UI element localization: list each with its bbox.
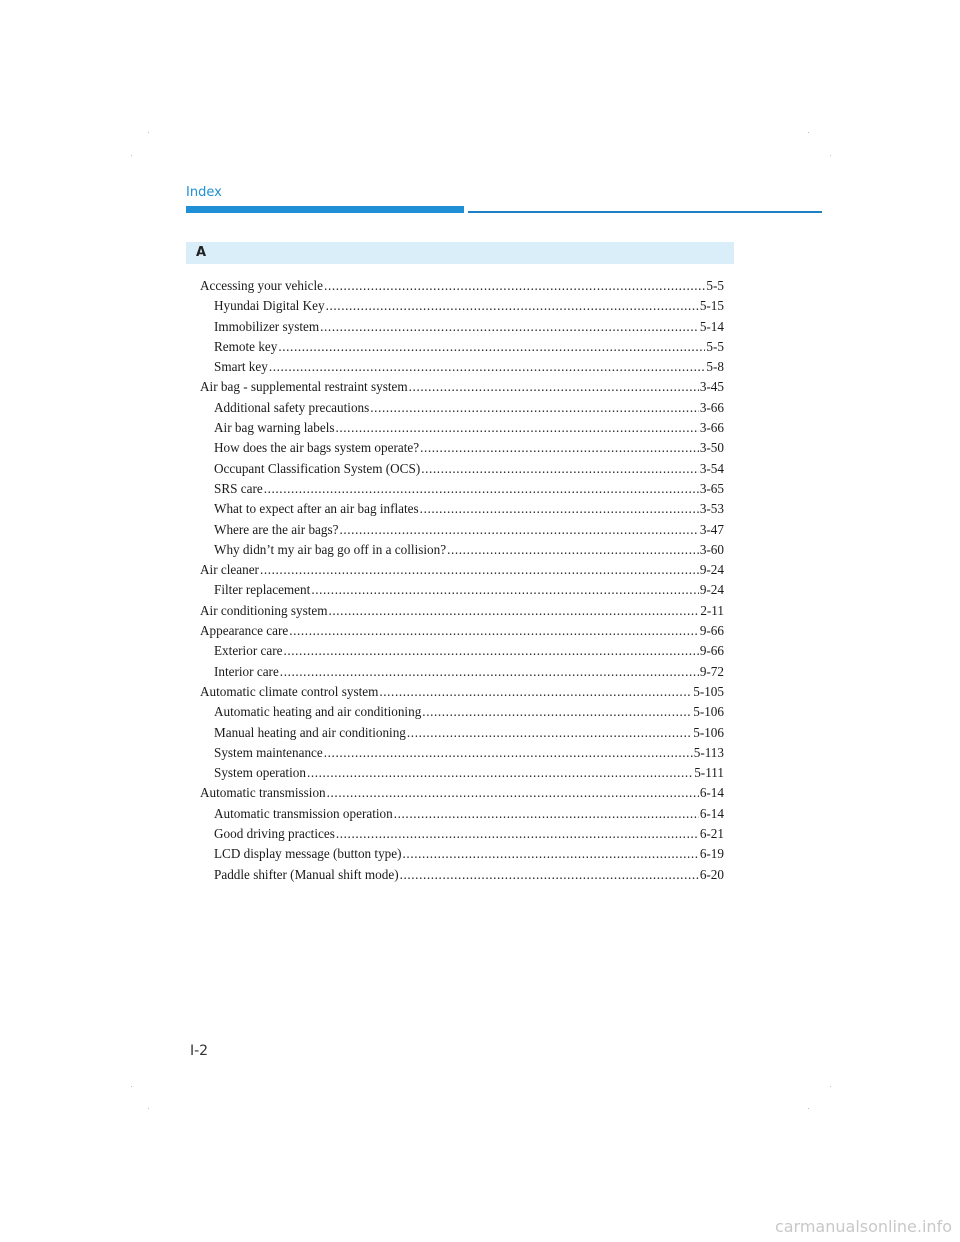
entry-label: Automatic transmission: [200, 785, 326, 801]
entry-page-ref: 3-54: [699, 460, 724, 476]
entry-label: Smart key: [214, 359, 268, 375]
index-entry: [200, 276, 724, 296]
dot-leader: [421, 459, 699, 479]
dot-leader: [324, 276, 705, 296]
entry-page-ref: 6-14: [699, 805, 724, 821]
dot-leader: [400, 865, 699, 885]
dot-leader: [269, 357, 706, 377]
entry-page-ref: 9-24: [699, 562, 724, 578]
index-subentry: [200, 702, 724, 722]
entry-label: System maintenance: [214, 744, 323, 760]
dot-leader: [264, 479, 699, 499]
index-subentry: [200, 418, 724, 438]
index-entry: [200, 601, 724, 621]
dot-leader: [379, 682, 692, 702]
dot-leader: [260, 560, 699, 580]
entry-label: Air conditioning system: [200, 602, 328, 618]
entry-label: SRS care: [214, 480, 263, 496]
entry-label: Occupant Classification System (OCS): [214, 460, 421, 476]
entry-label: LCD display message (button type): [214, 846, 402, 862]
watermark-text: carmanualsonline.info: [774, 1217, 952, 1236]
dot-leader: [289, 621, 699, 641]
index-subentry: [200, 438, 724, 458]
entry-page-ref: 3-53: [699, 501, 724, 517]
entry-label: Accessing your vehicle: [200, 278, 324, 293]
entry-label: Air bag warning labels: [214, 420, 335, 436]
entry-page-ref: 5-105: [693, 683, 724, 699]
entry-label: Air cleaner: [200, 562, 259, 578]
dot-leader: [420, 499, 699, 519]
index-subentry: [200, 804, 724, 824]
entry-page-ref: 6-19: [699, 846, 724, 862]
dot-leader: [407, 723, 692, 743]
crop-mark: [148, 132, 149, 133]
entry-page-ref: 5-8: [706, 359, 724, 375]
entry-page-ref: 5-106: [693, 724, 724, 740]
index-subentry: [200, 763, 724, 783]
entry-label: Paddle shifter (Manual shift mode): [214, 866, 399, 882]
entry-label: Automatic climate control system: [200, 683, 379, 699]
index-entry: [200, 783, 724, 803]
dot-leader: [336, 824, 699, 844]
entry-label: Additional safety precautions: [214, 399, 370, 415]
entry-label: Manual heating and air conditioning: [214, 724, 406, 740]
dot-leader: [339, 520, 698, 540]
index-subentry: [200, 844, 724, 864]
index-subentry: [200, 479, 724, 499]
header-accent-bar: [186, 206, 464, 213]
entry-label: Immobilizer system: [214, 318, 320, 334]
entry-page-ref: 2-11: [700, 602, 724, 618]
dot-leader: [335, 418, 698, 438]
entry-label: Hyundai Digital Key: [214, 298, 325, 314]
index-subentry: [200, 662, 724, 682]
index-entry: [200, 560, 724, 580]
index-subentry: [200, 540, 724, 560]
entry-label: Air bag - supplemental restraint system: [200, 379, 408, 395]
dot-leader: [278, 337, 705, 357]
dot-leader: [283, 641, 698, 661]
dot-leader: [320, 317, 699, 337]
entry-page-ref: 5-5: [706, 338, 724, 354]
dot-leader: [307, 763, 693, 783]
index-subentry: [200, 317, 724, 337]
section-letter: A: [196, 245, 207, 260]
dot-leader: [328, 601, 699, 621]
entry-page-ref: 5-111: [694, 765, 724, 781]
entry-label: Automatic heating and air conditioning: [214, 704, 422, 720]
entry-label: Where are the air bags?: [214, 521, 339, 537]
index-subentry: [200, 641, 724, 661]
dot-leader: [394, 804, 699, 824]
entry-label: Why didn’t my air bag go off in a collision?: [214, 541, 447, 557]
crop-mark: [808, 1108, 809, 1109]
dot-leader: [422, 702, 692, 722]
entry-page-ref: 5-15: [699, 298, 724, 314]
crop-mark: [808, 132, 809, 133]
dot-leader: [326, 296, 699, 316]
entry-page-ref: 3-60: [699, 541, 724, 557]
entry-page-ref: 5-5: [706, 278, 724, 293]
entry-page-ref: 5-106: [693, 704, 724, 720]
index-list: [200, 276, 724, 885]
index-subentry: [200, 865, 724, 885]
index-subentry: [200, 580, 724, 600]
entry-label: Filter replacement: [214, 582, 311, 598]
entry-page-ref: 6-21: [699, 826, 724, 842]
index-entry: [200, 682, 724, 702]
entry-label: System operation: [214, 765, 306, 781]
entry-page-ref: 9-24: [699, 582, 724, 598]
entry-page-ref: 9-66: [699, 623, 724, 639]
entry-page-ref: 3-66: [699, 399, 724, 415]
index-subentry: [200, 520, 724, 540]
entry-page-ref: 6-14: [699, 785, 724, 801]
entry-page-ref: 9-72: [699, 663, 724, 679]
entry-page-ref: 3-66: [699, 420, 724, 436]
index-subentry: [200, 398, 724, 418]
dot-leader: [327, 783, 699, 803]
index-subentry: [200, 459, 724, 479]
entry-page-ref: 3-45: [699, 379, 724, 395]
page-number: I-2: [190, 1043, 209, 1059]
entry-label: Exterior care: [214, 643, 283, 659]
dot-leader: [409, 377, 699, 397]
crop-mark: [131, 1086, 132, 1087]
entry-label: Automatic transmission operation: [214, 805, 393, 821]
dot-leader: [311, 580, 699, 600]
entry-label: What to expect after an air bag inflates: [214, 501, 419, 517]
header-rule-line: [468, 211, 822, 213]
index-subentry: [200, 743, 724, 763]
entry-label: Good driving practices: [214, 826, 335, 842]
entry-page-ref: 6-20: [699, 866, 724, 882]
entry-label: Appearance care: [200, 623, 289, 639]
entry-page-ref: 3-50: [699, 440, 724, 456]
dot-leader: [324, 743, 693, 763]
entry-page-ref: 5-113: [693, 744, 724, 760]
dot-leader: [403, 844, 699, 864]
index-subentry: [200, 357, 724, 377]
index-subentry: [200, 296, 724, 316]
entry-page-ref: 3-65: [699, 480, 724, 496]
index-subentry: [200, 499, 724, 519]
index-subentry: [200, 824, 724, 844]
index-subentry: [200, 337, 724, 357]
dot-leader: [280, 662, 699, 682]
entry-label: How does the air bags system operate?: [214, 440, 420, 456]
entry-page-ref: 9-66: [699, 643, 724, 659]
dot-leader: [447, 540, 699, 560]
entry-label: Remote key: [214, 338, 278, 354]
crop-mark: [148, 1108, 149, 1109]
index-entry: [200, 621, 724, 641]
entry-page-ref: 5-14: [699, 318, 724, 334]
page-header-label: Index: [186, 185, 222, 200]
dot-leader: [420, 438, 699, 458]
section-heading-band: [186, 242, 734, 264]
index-entry: [200, 377, 724, 397]
entry-label: Interior care: [214, 663, 279, 679]
crop-mark: [131, 155, 132, 156]
entry-page-ref: 3-47: [699, 521, 724, 537]
index-subentry: [200, 723, 724, 743]
crop-mark: [830, 1086, 831, 1087]
crop-mark: [830, 155, 831, 156]
dot-leader: [370, 398, 699, 418]
